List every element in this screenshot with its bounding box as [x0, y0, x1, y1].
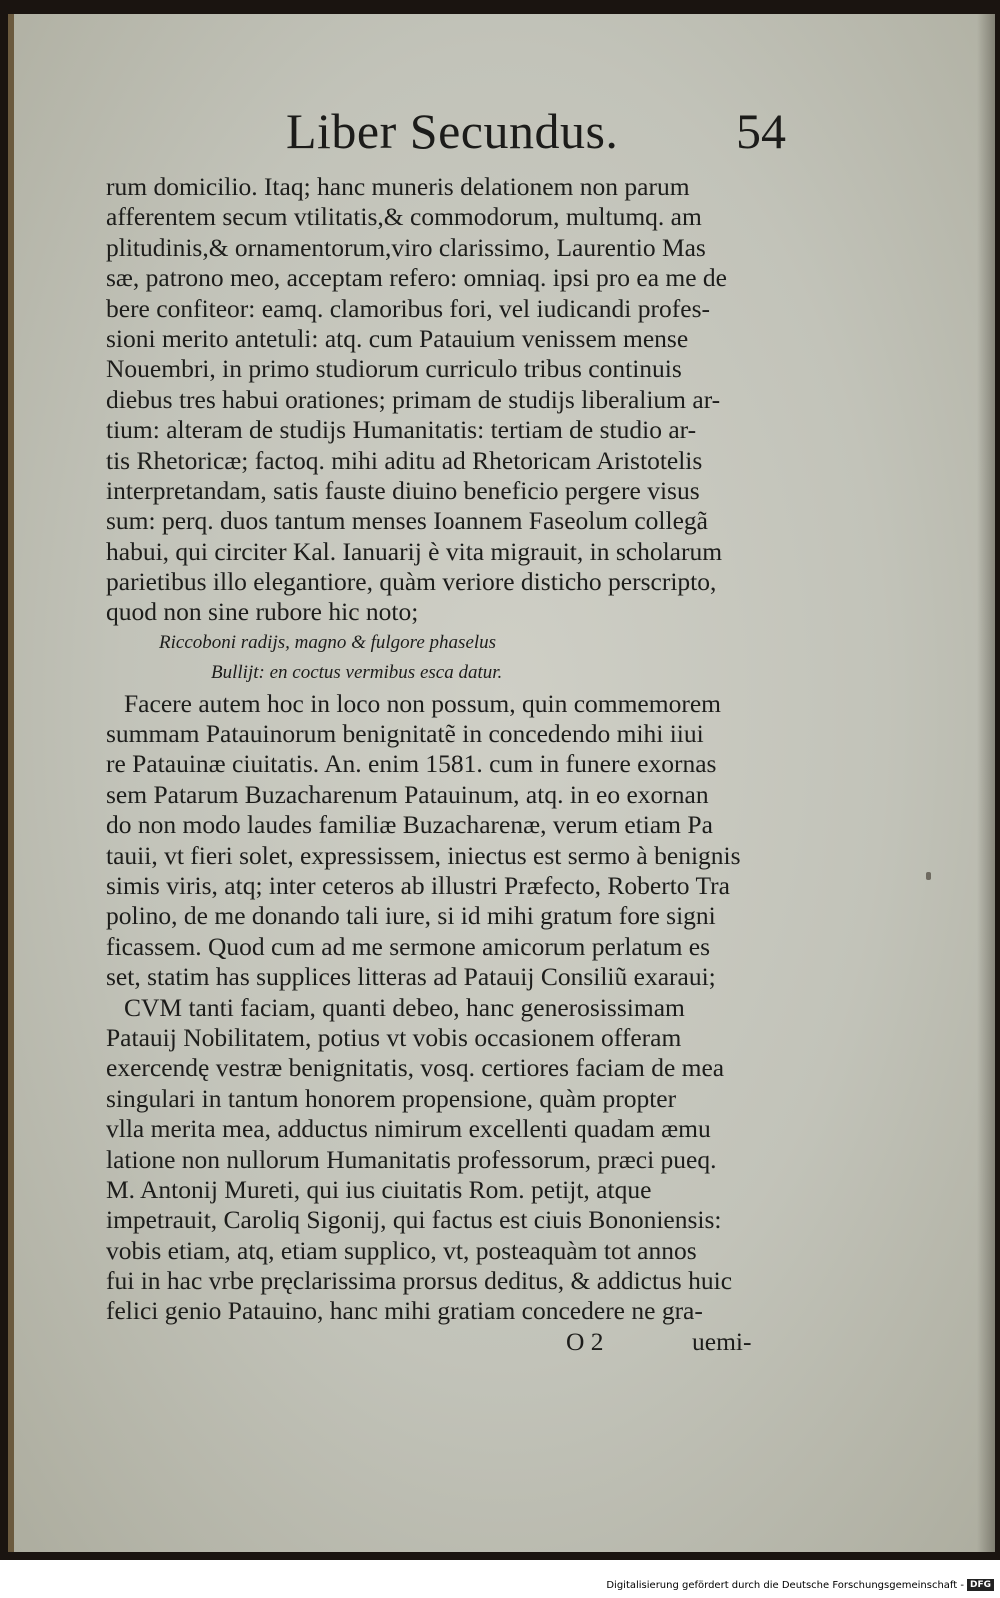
page-header: [14, 102, 995, 172]
paragraph-continuation: [106, 172, 826, 628]
signature-mark: O 2: [566, 1327, 604, 1356]
text-line: bere confiteor: eamq. clamoribus fori, vel iudicandi profes-: [106, 293, 710, 323]
text-line: sum: perq. duos tantum menses Ioannem Faseolum collegã: [106, 506, 708, 536]
text-line: felici genio Patauino, hanc mihi gratiam concedere ne gra-: [106, 1296, 703, 1326]
text-line: Patauij Nobilitatem, potius vt vobis occasionem offeram: [106, 1022, 682, 1052]
text-line: vobis etiam, atq, etiam supplico, vt, posteaquàm tot annos: [106, 1235, 697, 1265]
text-line: CVM tanti faciam, quanti debeo, hanc generosissimam: [124, 992, 685, 1022]
text-line: exercendę vestræ benignitatis, vosq. certiores faciam de mea: [106, 1053, 725, 1083]
text-line: quod non sine rubore hic noto;: [106, 597, 419, 627]
text-line: M. Antonij Mureti, qui ius ciuitatis Rom. petijt, atque: [106, 1174, 652, 1204]
text-line: Facere autem hoc in loco non possum, quin commemorem: [124, 688, 721, 718]
text-line: sem Patarum Buzacharenum Patauinum, atq. in eo exornan: [106, 779, 709, 809]
book-page: [8, 14, 995, 1552]
text-line: sæ, patrono meo, acceptam refero: omniaq. ipsi pro ea me de: [106, 263, 727, 293]
verse-distich: [106, 628, 826, 689]
paragraph-main: [106, 689, 826, 1327]
text-line: habui, qui circiter Kal. Ianuarij è vita migrauit, in scholarum: [106, 536, 723, 566]
catchword: uemi-: [692, 1327, 752, 1356]
text-line: plitudinis,& ornamentorum,viro clarissimo, Laurentio Mas: [106, 232, 706, 262]
body-text: [106, 172, 826, 1327]
text-line: sioni merito antetuli: atq. cum Patauium venissem mense: [106, 323, 689, 353]
text-line: impetrauit, Caroliq Sigonij, qui factus est ciuis Bononiensis:: [106, 1205, 722, 1235]
text-line: do non modo laudes familiæ Buzacharenæ, verum etiam Pa: [106, 810, 713, 840]
digitization-credit: [606, 1579, 994, 1591]
text-line: singulari in tantum honorem propensione, quàm propter: [106, 1083, 677, 1113]
text-line: parietibus illo elegantiore, quàm veriore disticho perscripto,: [106, 567, 717, 597]
page-number: 54: [736, 103, 786, 159]
dfg-logo: DFG: [967, 1579, 994, 1591]
text-line: re Patauinæ ciuitatis. An. enim 1581. cum in funere exornas: [106, 749, 717, 779]
text-line: vlla merita mea, adductus nimirum excellenti quadam æmu: [106, 1114, 711, 1144]
text-line: tis Rhetoricæ; factoq. mihi aditu ad Rhetoricam Aristotelis: [106, 445, 703, 475]
credit-text: Digitalisierung gefördert durch die Deutsche Forschungsgemeinschaft -: [606, 1579, 964, 1591]
text-line: tauii, vt fieri solet, expressissem, iniectus est sermo à benignis: [106, 840, 741, 870]
text-line: Nouembri, in primo studiorum curriculo tribus continuis: [106, 354, 682, 384]
text-line: latione non nullorum Humanitatis professorum, præci pueq.: [106, 1144, 717, 1174]
verse-line: Bullijt: en coctus vermibus esca datur.: [211, 662, 503, 684]
text-line: set, statim has supplices litteras ad Patauij Consiliũ exaraui;: [106, 962, 716, 992]
running-title: Liber Secundus.: [286, 103, 619, 159]
ink-speck: [926, 872, 931, 880]
text-line: interpretandam, satis fauste diuino beneficio pergere visus: [106, 475, 700, 505]
text-line: tium: alteram de studijs Humanitatis: tertiam de studio ar-: [106, 415, 697, 445]
text-line: polino, de me donando tali iure, si id mihi gratum fore signi: [106, 901, 716, 931]
text-line: afferentem secum vtilitatis,& commodorum, multumq. am: [106, 202, 702, 232]
text-line: summam Patauinorum benignitatẽ in concedendo mihi iiui: [106, 719, 704, 749]
text-line: ficassem. Quod cum ad me sermone amicorum perlatum es: [106, 931, 711, 961]
verse-line: Riccoboni radijs, magno & fulgore phaselus: [159, 631, 497, 653]
text-line: fui in hac vrbe pręclarissima prorsus deditus, & addictus huic: [106, 1266, 733, 1296]
text-line: rum domicilio. Itaq; hanc muneris delationem non parum: [106, 172, 690, 201]
text-line: diebus tres habui orationes; primam de studijs liberalium ar-: [106, 384, 721, 414]
text-line: simis viris, atq; inter ceteros ab illustri Præfecto, Roberto Tra: [106, 870, 730, 900]
